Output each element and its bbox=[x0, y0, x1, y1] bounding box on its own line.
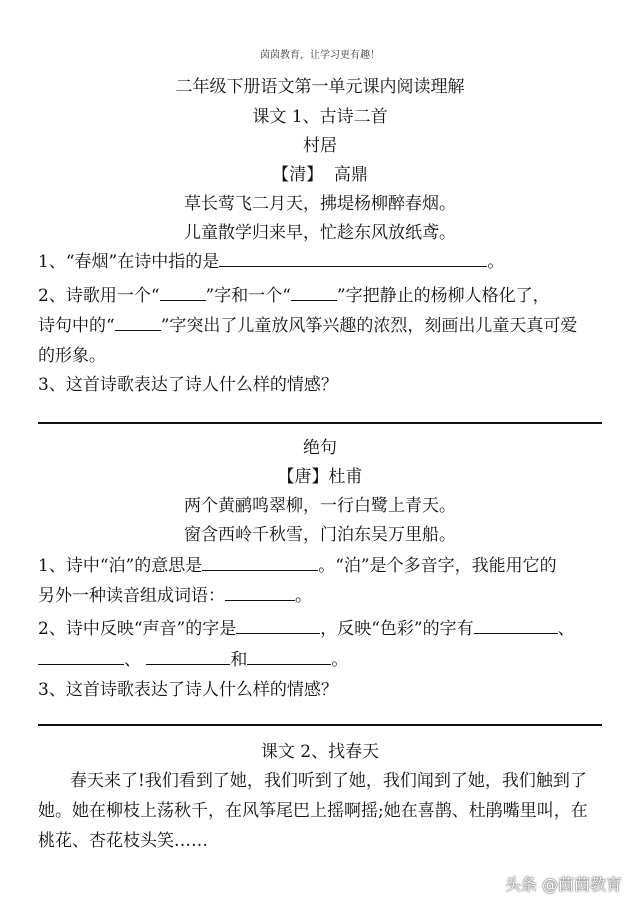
question-text: ”字和一个“ bbox=[205, 286, 291, 306]
answer-blank[interactable] bbox=[219, 250, 487, 267]
watermark: 头条 @茵茵教育 bbox=[504, 875, 622, 894]
answer-blank[interactable] bbox=[247, 648, 331, 665]
lesson2-paragraph-line-3: 桃花、杏花枝头笑…… bbox=[38, 831, 208, 851]
question-text: 1、诗中“泊”的意思是 bbox=[38, 556, 203, 576]
question-text: 2、诗中反映“声音”的字是 bbox=[38, 619, 237, 639]
poem2-line-2: 窗含西岭千秋雪，门泊东吴万里船。 bbox=[184, 525, 456, 545]
answer-blank[interactable] bbox=[474, 617, 558, 634]
poem2-question-2-line-2 bbox=[38, 645, 348, 670]
question-text: ，反映“色彩”的字有 bbox=[320, 619, 474, 639]
poem1-question-2-line-2 bbox=[38, 311, 577, 336]
question-text: 、 bbox=[124, 650, 141, 670]
poem2-question-2-line-1 bbox=[38, 614, 575, 639]
question-text: 。“泊”是个多音字，我能用它的 bbox=[318, 556, 557, 576]
question-text: 。 bbox=[487, 252, 505, 272]
page-title: 二年级下册语文第一单元课内阅读理解 bbox=[175, 77, 465, 97]
poem1-question-2-line-3: 的形象。 bbox=[38, 346, 106, 366]
question-text: 和 bbox=[230, 650, 248, 670]
poem1-author bbox=[0, 160, 640, 185]
answer-blank[interactable] bbox=[115, 314, 161, 331]
question-text: 、 bbox=[557, 619, 575, 639]
question-text: 诗句中的“ bbox=[38, 316, 115, 336]
lesson2-paragraph-line-1: 春天来了!我们看到了她，我们听到了她，我们闻到了她，我们触到了 bbox=[70, 771, 587, 791]
section-divider bbox=[38, 724, 602, 726]
answer-blank[interactable] bbox=[202, 554, 318, 571]
poem1-question-1 bbox=[38, 247, 504, 272]
section-divider bbox=[38, 422, 602, 424]
poem1-title: 村居 bbox=[303, 136, 337, 156]
question-text: 2、诗歌用一个“ bbox=[38, 286, 160, 306]
lesson2-title: 课文 2、找春天 bbox=[260, 742, 380, 762]
poem2-author: 【唐】杜甫 bbox=[277, 467, 363, 487]
question-text: 。 bbox=[331, 650, 349, 670]
poem2-question-1-line-1 bbox=[38, 551, 557, 576]
question-text: 另外一种读音组成词语： bbox=[38, 586, 225, 606]
poem1-dynasty: 【清】 bbox=[272, 165, 324, 185]
answer-blank[interactable] bbox=[146, 648, 230, 665]
lesson2-paragraph-line-2: 她。她在柳枝上荡秋千，在风筝尾巴上摇啊摇;她在喜鹊、杜鹃嘴里叫，在 bbox=[38, 801, 588, 821]
answer-blank[interactable] bbox=[291, 284, 337, 301]
poem1-question-2-line-1 bbox=[38, 281, 550, 306]
lesson1-title: 课文 1、古诗二首 bbox=[252, 107, 388, 127]
poem1-author-name: 高鼎 bbox=[333, 165, 368, 185]
answer-blank[interactable] bbox=[160, 284, 206, 301]
poem1-line-1: 草长莺飞二月天，拂堤杨柳醉春烟。 bbox=[184, 194, 456, 214]
question-text: ”字突出了儿童放风筝兴趣的浓烈，刻画出儿童天真可爱 bbox=[160, 316, 578, 336]
poem2-line-1: 两个黄鹂鸣翠柳，一行白鹭上青天。 bbox=[184, 496, 456, 516]
poem2-question-3: 3、这首诗歌表达了诗人什么样的情感？ bbox=[38, 680, 338, 700]
poem2-question-1-line-2 bbox=[38, 581, 312, 606]
question-text: ”字把静止的杨柳人格化了， bbox=[336, 286, 550, 306]
answer-blank[interactable] bbox=[38, 648, 124, 665]
poem2-title: 绝句 bbox=[303, 438, 337, 458]
poem1-line-2: 儿童散学归来早，忙趁东风放纸鸢。 bbox=[184, 223, 456, 243]
header-note: 茵茵教育，让学习更有趣！ bbox=[260, 50, 380, 61]
poem1-question-3: 3、这首诗歌表达了诗人什么样的情感？ bbox=[38, 375, 338, 395]
question-text: 。 bbox=[295, 586, 312, 606]
answer-blank[interactable] bbox=[225, 584, 295, 601]
question-text: 1、“春烟”在诗中指的是 bbox=[38, 252, 220, 272]
answer-blank[interactable] bbox=[236, 617, 320, 634]
